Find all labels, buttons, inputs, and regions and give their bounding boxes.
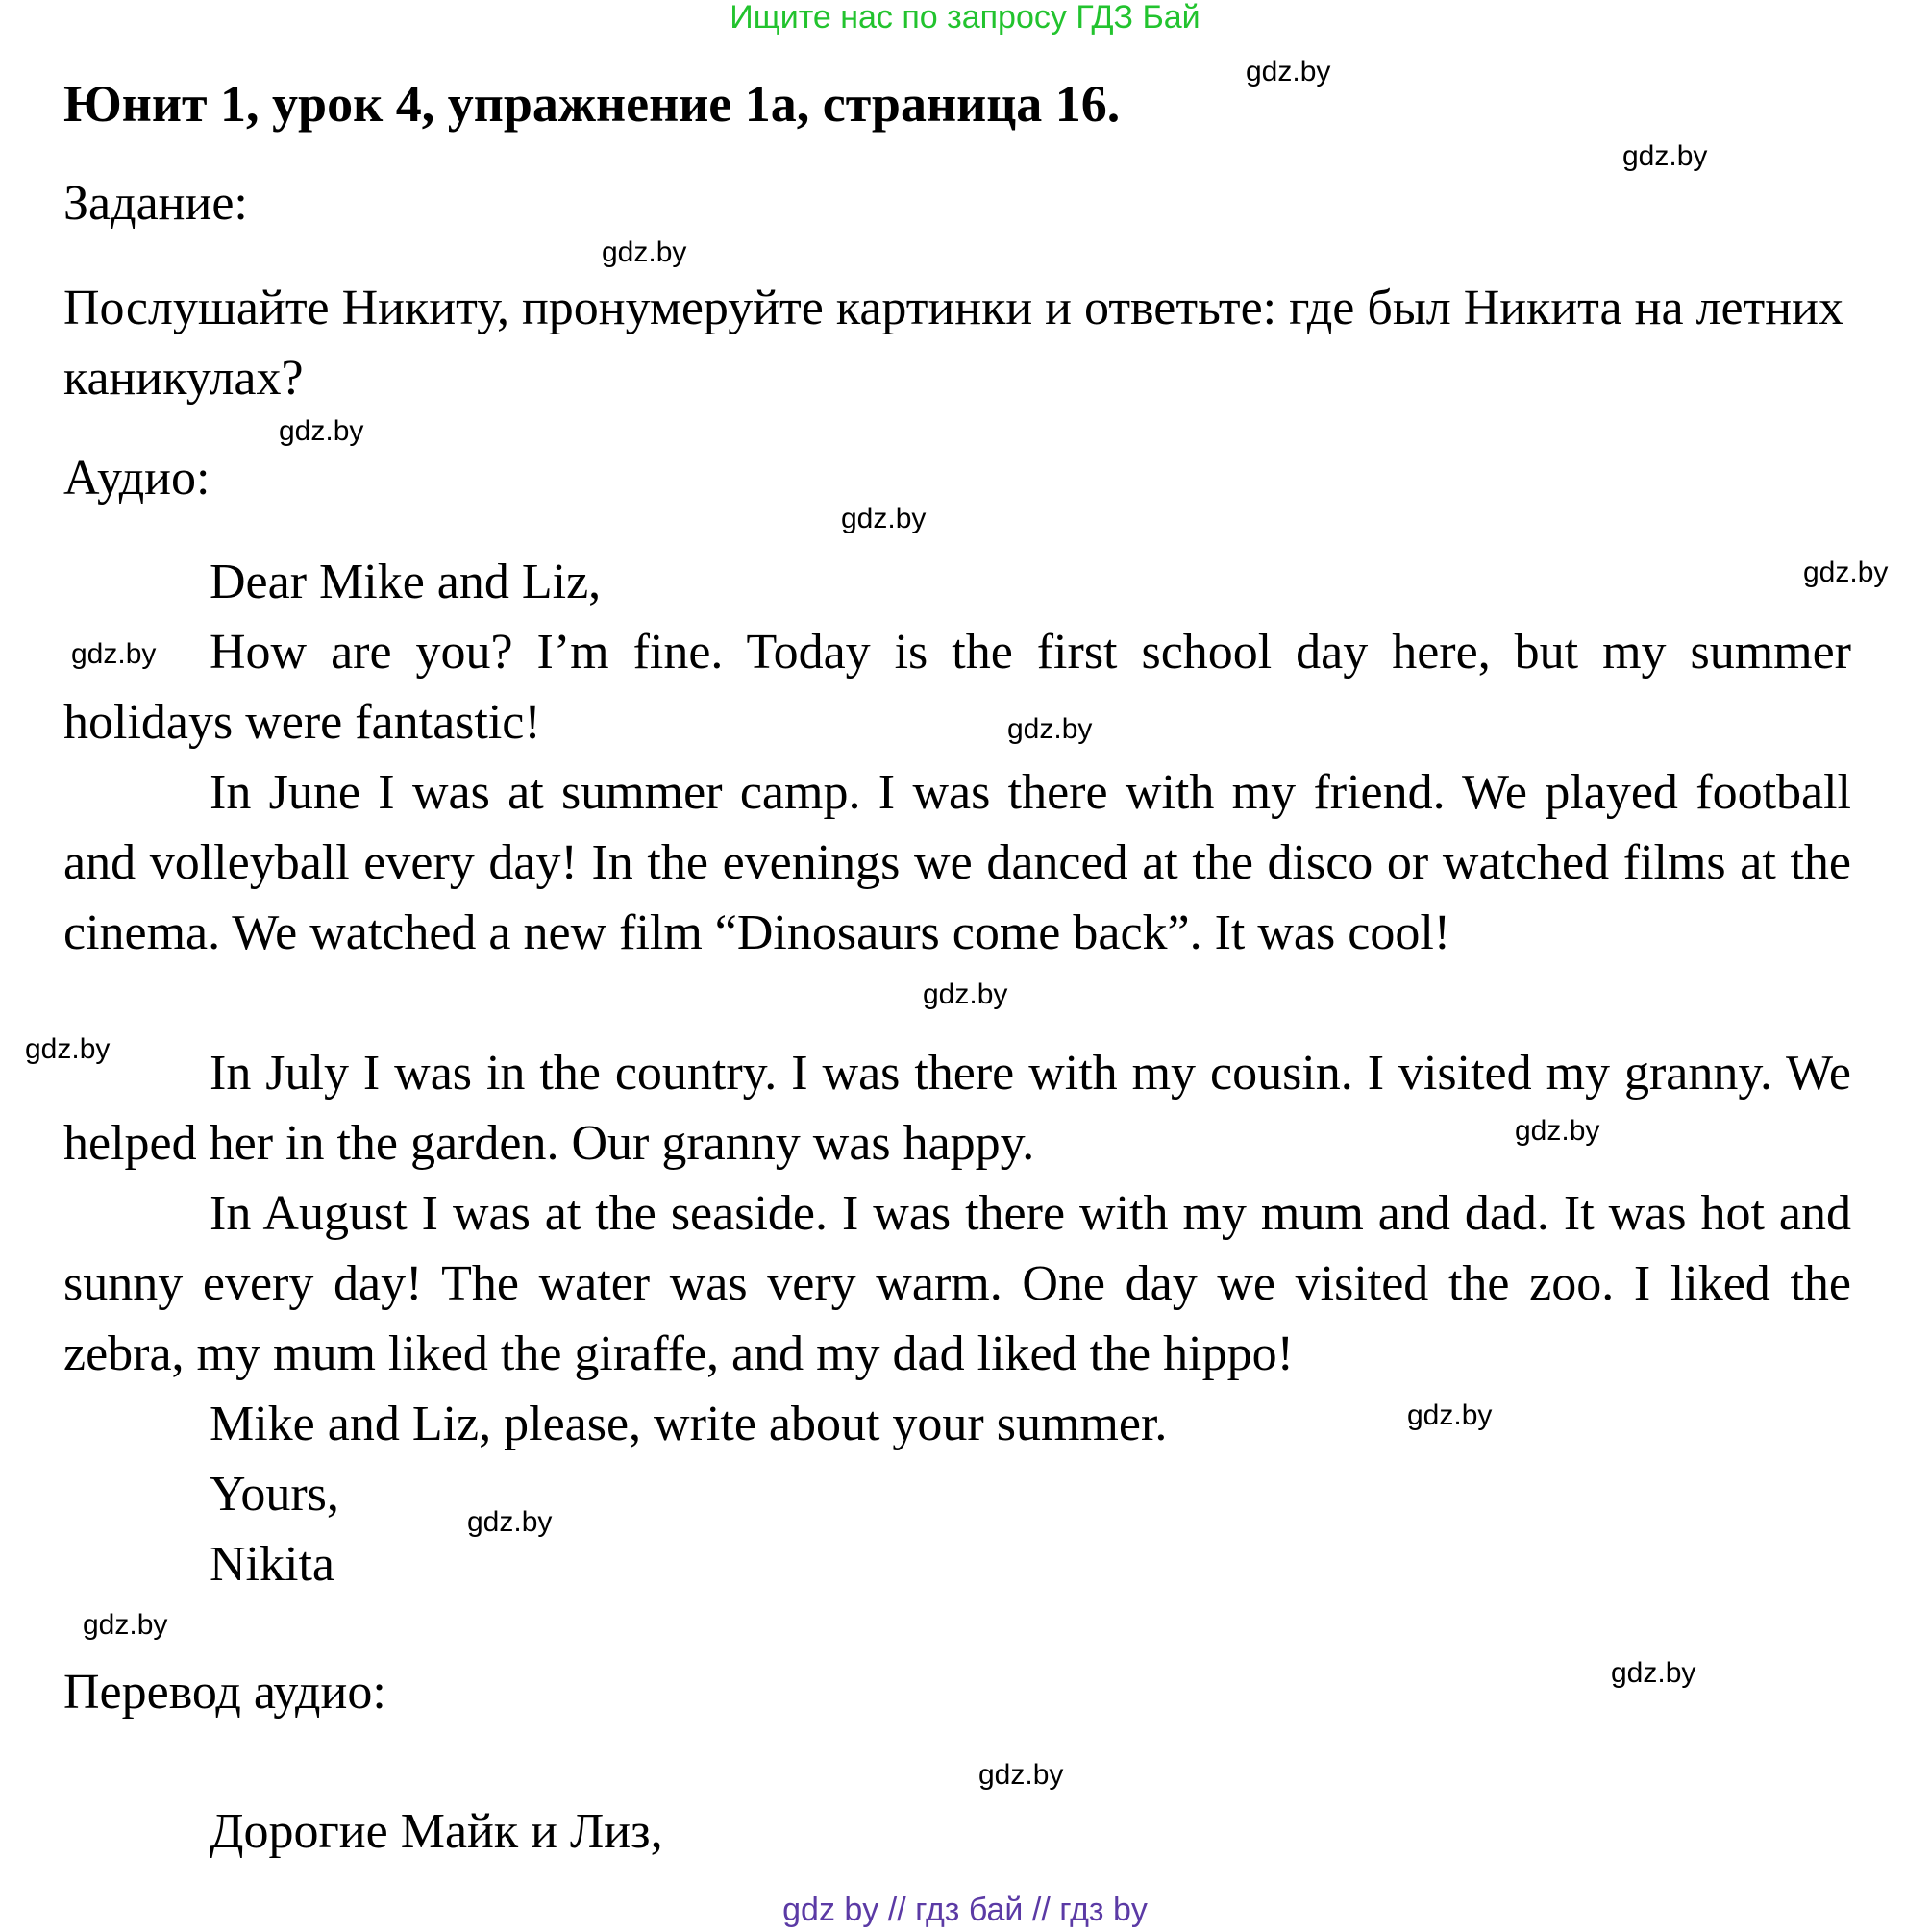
watermark: gdz.by — [1611, 1657, 1696, 1689]
letter-closing-request: Mike and Liz, please, write about your summer. — [210, 1397, 1168, 1451]
watermark: gdz.by — [1515, 1115, 1600, 1147]
task-label: Задание: — [63, 176, 248, 231]
letter-signature: Nikita — [210, 1537, 334, 1592]
page-title: Юнит 1, урок 4, упражнение 1а, страница 16. — [63, 75, 1121, 133]
bottom-banner: gdz by // гдз бай // гдз by — [782, 1892, 1148, 1928]
watermark: gdz.by — [602, 236, 687, 268]
letter-paragraph: In June I was at summer camp. I was there with my friend. We played football and volleyball every day! In the evenings we danced at the disco or watched films at the cinema. We watched a new film “Dinosaurs come back”. It was cool! — [63, 765, 1851, 960]
watermark: gdz.by — [1007, 713, 1093, 745]
top-banner: Ищите нас по запросу ГДЗ Бай — [730, 0, 1200, 36]
letter-paragraph: In August I was at the seaside. I was there with my mum and dad. It was hot and sunny every day! The water was very warm. One day we visited the zoo. I liked the zebra, my mum liked the giraffe, and my dad liked the hippo! — [63, 1186, 1851, 1381]
watermark: gdz.by — [1622, 140, 1708, 172]
translation-greeting: Дорогие Майк и Лиз, — [210, 1804, 663, 1859]
watermark: gdz.by — [71, 638, 157, 670]
watermark: gdz.by — [1803, 557, 1889, 588]
watermark: gdz.by — [1407, 1399, 1493, 1431]
watermark: gdz.by — [25, 1033, 111, 1065]
watermark: gdz.by — [923, 978, 1008, 1010]
watermark: gdz.by — [279, 415, 364, 447]
watermark: gdz.by — [841, 503, 927, 534]
watermark: gdz.by — [467, 1506, 553, 1538]
letter-greeting: Dear Mike and Liz, — [210, 555, 602, 609]
letter-paragraph: How are you? I’m fine. Today is the first school day here, but my summer holidays were fantastic! — [63, 625, 1851, 750]
watermark: gdz.by — [978, 1759, 1064, 1791]
letter-paragraph: In July I was in the country. I was there with my cousin. I visited my granny. We helped her in the garden. Our granny was happy. — [63, 1046, 1851, 1171]
letter-sign-off: Yours, — [210, 1467, 339, 1522]
watermark: gdz.by — [83, 1609, 168, 1641]
translation-label: Перевод аудио: — [63, 1665, 386, 1720]
watermark: gdz.by — [1246, 56, 1331, 87]
task-text: Послушайте Никиту, пронумеруйте картинки и ответьте: где был Никита на летних каникулах? — [63, 281, 1843, 406]
audio-label: Аудио: — [63, 451, 210, 506]
